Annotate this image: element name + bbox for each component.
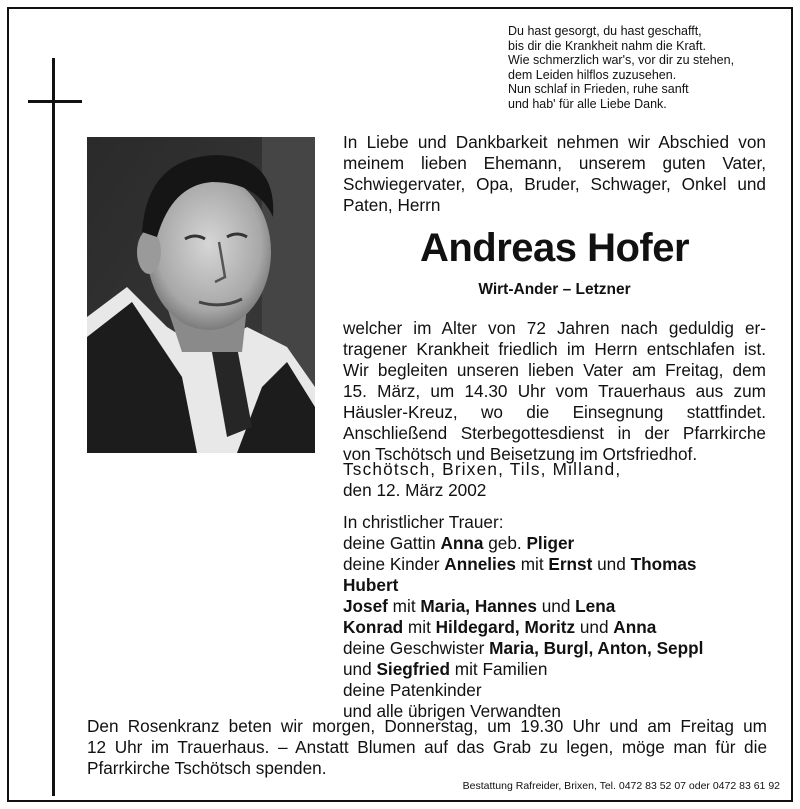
place-line: Tschötsch, Brixen, Tils, Milland, bbox=[343, 459, 622, 479]
mourner-text: und bbox=[592, 554, 631, 574]
mourner-text: geb. bbox=[483, 533, 527, 553]
mourner-row bbox=[343, 533, 773, 554]
intro-line: Schwiegervater, Opa, Bruder, Schwager, Onkel und bbox=[343, 174, 766, 194]
funeral-home-footer: Bestattung Rafreider, Brixen, Tel. 0472 83 52 07 oder 0472 83 61 92 bbox=[462, 780, 780, 792]
mourner-name: Josef bbox=[343, 596, 388, 616]
intro-text bbox=[343, 132, 766, 216]
verse-line: Du hast gesorgt, du hast geschafft, bbox=[508, 24, 702, 38]
mourner-name: Thomas bbox=[630, 554, 697, 574]
mourner-row bbox=[343, 638, 773, 659]
mourner-name: Anna bbox=[613, 617, 657, 637]
closing-line: 12 Uhr im Trauerhaus. – Anstatt Blumen auf das Grab zu legen, möge man für die bbox=[87, 737, 767, 757]
mourner-text: mit bbox=[515, 554, 549, 574]
mourner-rows bbox=[343, 533, 773, 722]
details-line: Wir begleiten unseren lieben Vater am Freitag, dem bbox=[343, 360, 766, 380]
mourner-text: und bbox=[575, 617, 614, 637]
mourner-row bbox=[343, 659, 773, 680]
verse-line: Wie schmerzlich war's, vor dir zu stehen, bbox=[508, 53, 735, 68]
mourner-name: Maria, Burgl, Anton, Seppl bbox=[489, 638, 704, 658]
mourner-text: mit Familien bbox=[450, 659, 548, 679]
mourner-text: und bbox=[536, 596, 576, 616]
closing-line: Pfarrkirche Tschötsch spenden. bbox=[87, 758, 327, 778]
deceased-name: Andreas Hofer bbox=[419, 226, 690, 270]
mourner-text: mit bbox=[387, 596, 421, 616]
mourner-row bbox=[343, 680, 773, 701]
closing-line: Den Rosenkranz beten wir morgen, Donnerstag, um 19.30 Uhr und am Freitag um bbox=[87, 716, 767, 736]
mourner-text: mit bbox=[403, 617, 436, 637]
mourners-list bbox=[343, 512, 773, 722]
mourners-heading: In christlicher Trauer: bbox=[343, 512, 504, 532]
funeral-details bbox=[343, 318, 766, 465]
intro-line: In Liebe und Dankbarkeit nehmen wir Abschied von bbox=[343, 132, 766, 152]
details-line: 15. März, um 14.30 Uhr vom Trauerhaus aus zum bbox=[343, 381, 766, 401]
details-line: welcher im Alter von 72 Jahren nach geduldig er- bbox=[343, 318, 766, 338]
mourner-text: deine Gattin bbox=[343, 533, 441, 553]
verse-line: Nun schlaf in Frieden, ruhe sanft bbox=[508, 82, 689, 97]
mourner-row bbox=[343, 596, 773, 617]
mourner-row bbox=[343, 554, 773, 575]
details-line: Häusler-Kreuz, wo die Einsegnung stattfindet. bbox=[343, 402, 766, 422]
mourner-row bbox=[343, 575, 773, 596]
details-line: von Tschötsch und Beisetzung im Ortsfriedhof. bbox=[343, 444, 698, 464]
mourner-name: Maria, Hannes bbox=[420, 596, 537, 616]
portrait-photo bbox=[87, 137, 315, 453]
date-line: den 12. März 2002 bbox=[343, 480, 487, 500]
verse-line: und hab' für alle Liebe Dank. bbox=[508, 96, 667, 111]
details-line: Anschließend Sterbegottesdienst in der Pfarrkirche bbox=[343, 423, 766, 443]
mourner-name: Ernst bbox=[548, 554, 593, 574]
mourner-name: Lena bbox=[575, 596, 616, 616]
mourner-text: deine Kinder bbox=[343, 554, 445, 574]
intro-line: Paten, Herrn bbox=[343, 195, 441, 215]
mourner-name: Konrad bbox=[343, 617, 404, 637]
mourner-row bbox=[343, 617, 773, 638]
mourner-name: Hubert bbox=[343, 575, 399, 595]
mourner-text: deine Patenkinder bbox=[343, 680, 482, 700]
details-line: tragener Krankheit friedlich im Herrn entschlafen ist. bbox=[343, 339, 766, 359]
closing-text bbox=[87, 716, 767, 779]
mourner-text: und bbox=[343, 659, 377, 679]
memorial-verse bbox=[508, 24, 788, 112]
verse-line: bis dir die Krankheit nahm die Kraft. bbox=[508, 38, 707, 53]
mourner-name: Anna bbox=[440, 533, 484, 553]
deceased-nickname: Wirt-Ander – Letzner bbox=[478, 281, 631, 298]
mourner-name: Hildegard, Moritz bbox=[435, 617, 576, 637]
mourner-name: Annelies bbox=[444, 554, 516, 574]
intro-line: meinem lieben Ehemann, unserem guten Vater, bbox=[343, 153, 766, 173]
mourner-name: Siegfried bbox=[376, 659, 450, 679]
mourner-name: Pliger bbox=[526, 533, 575, 553]
verse-line: dem Leiden hilflos zuzusehen. bbox=[508, 67, 677, 82]
cross-icon-vertical bbox=[52, 58, 55, 796]
mourner-text: deine Geschwister bbox=[343, 638, 490, 658]
mourner-text: und alle übrigen Verwandten bbox=[343, 701, 561, 721]
cross-icon-horizontal bbox=[28, 100, 82, 103]
